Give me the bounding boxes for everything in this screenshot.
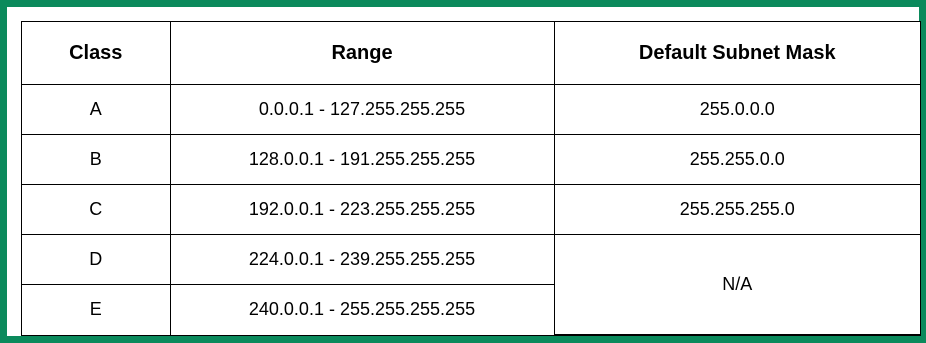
table-row: [22, 135, 920, 185]
cell-range: 128.0.0.1 - 191.255.255.255: [170, 135, 554, 185]
table-container: [21, 21, 921, 336]
table-row: [22, 235, 920, 285]
cell-class: C: [22, 185, 170, 235]
cell-range: 0.0.0.1 - 127.255.255.255: [170, 85, 554, 135]
ip-class-table: [22, 22, 920, 335]
cell-mask: 255.255.255.0: [554, 185, 920, 235]
cell-mask: 255.255.0.0: [554, 135, 920, 185]
header-class: Class: [22, 22, 170, 85]
cell-range: 192.0.0.1 - 223.255.255.255: [170, 185, 554, 235]
cell-class: A: [22, 85, 170, 135]
header-default-subnet-mask: Default Subnet Mask: [554, 22, 920, 85]
table-row: [22, 85, 920, 135]
cell-class: B: [22, 135, 170, 185]
header-row: [22, 22, 920, 85]
cell-mask-merged: N/A: [554, 235, 920, 335]
table-row: [22, 185, 920, 235]
cell-range: 240.0.0.1 - 255.255.255.255: [170, 285, 554, 335]
header-range: Range: [170, 22, 554, 85]
cell-class: D: [22, 235, 170, 285]
cell-mask: 255.0.0.0: [554, 85, 920, 135]
cell-class: E: [22, 285, 170, 335]
cell-range: 224.0.0.1 - 239.255.255.255: [170, 235, 554, 285]
